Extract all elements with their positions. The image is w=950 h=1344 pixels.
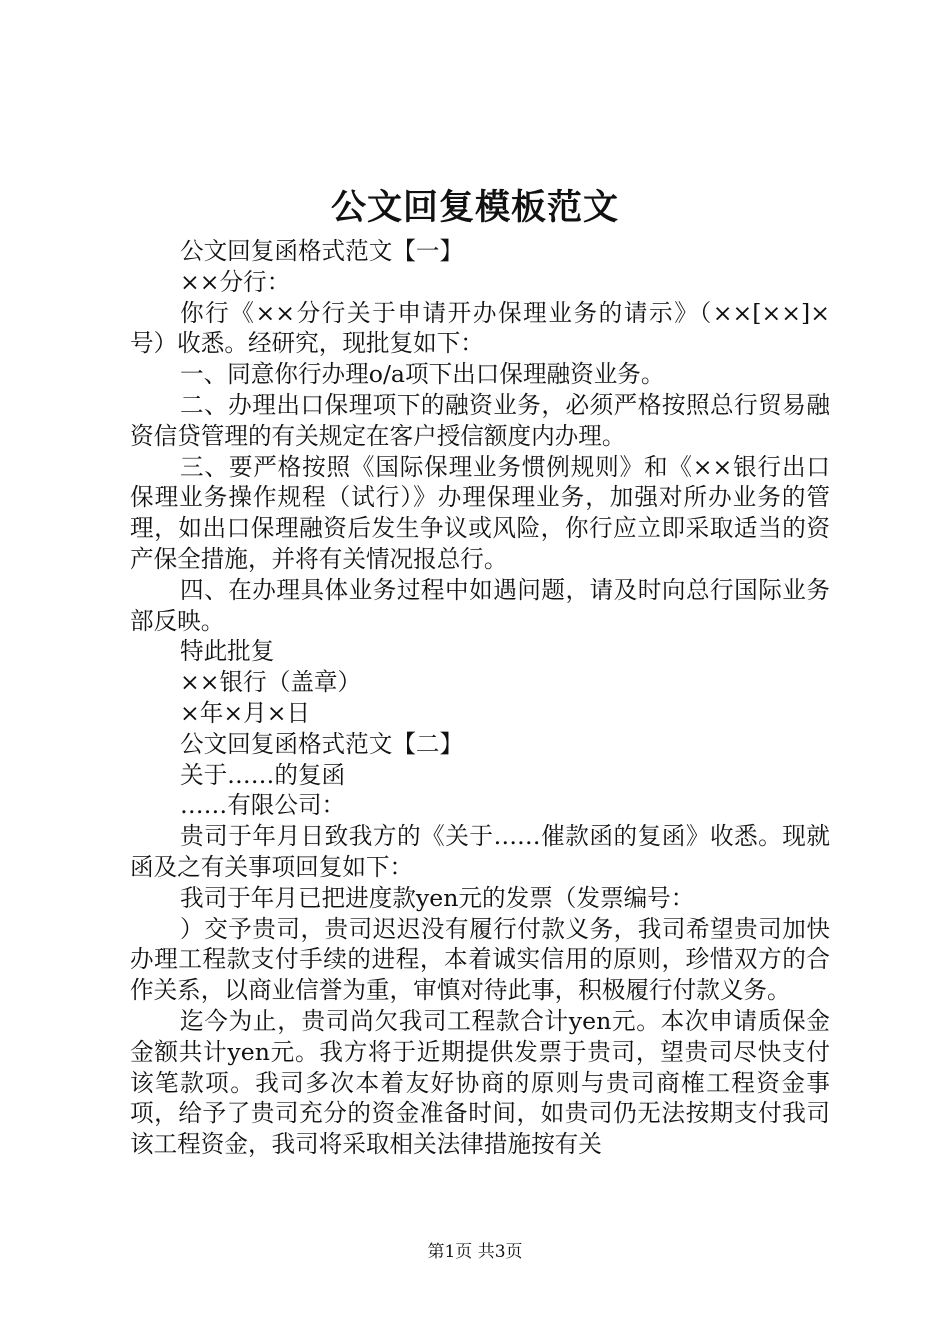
- body-paragraph: ）交予贵司，贵司迟迟没有履行付款义务，我司希望贵司加快办理工程款支付手续的进程，本着诚实信用的原则，珍惜双方的合作关系，以商业信誉为重，审慎对待此事，积极履行付款义务。: [130, 914, 830, 1005]
- body-paragraph: 我司于年月已把进度款yen元的发票（发票编号：: [180, 883, 695, 912]
- section-heading-1: 公文回复函格式范文【一】: [180, 237, 464, 265]
- body-paragraph: 迄今为止，贵司尚欠我司工程款合计yen元。本次申请质保金金额共计yen元。我方将于近期提供发票于贵司，望贵司尽快支付该笔款项。我司多次本着友好协商的原则与贵司商榷工程资金事项，给予了贵司充分的资金准备时间，如贵司仍无法按期支付我司该工程资金，我司将采取相关法律措施按有关: [130, 1006, 830, 1159]
- body-paragraph: 你行《××分行关于申请开办保理业务的请示》（××[××]×号）收悉。经研究，现批复如下：: [130, 298, 830, 358]
- body-paragraph: 二、办理出口保理项下的融资业务，必须严格按照总行贸易融资信贷管理的有关规定在客户授信额度内办理。: [130, 390, 830, 450]
- body-paragraph: 贵司于年月日致我方的《关于……催款函的复函》收悉。现就函及之有关事项回复如下：: [130, 822, 830, 881]
- date-line: ×年×月×日: [180, 698, 311, 727]
- addressee: ……有限公司：: [180, 791, 346, 820]
- signature: ××银行（盖章）: [180, 668, 362, 697]
- body-paragraph: 三、要严格按照《国际保理业务惯例规则》和《××银行出口保理业务操作规程（试行）》办理保理业务，加强对所办业务的管理，如出口保理融资后发生争议或风险，你行应立即采取适当的资产保全措施，并将有关情况报总行。: [130, 452, 830, 573]
- letter-subject: 关于……的复函: [180, 760, 346, 789]
- document-body: [130, 236, 830, 1160]
- body-paragraph: 一、同意你行办理o/a项下出口保理融资业务。: [180, 360, 665, 389]
- document-title: 公文回复模板范文: [330, 187, 619, 228]
- body-paragraph: 四、在办理具体业务过程中如遇问题，请及时向总行国际业务部反映。: [130, 575, 830, 635]
- page-footer: 第1页 共3页: [427, 1242, 523, 1262]
- closing-line: 特此批复: [180, 637, 275, 666]
- addressee: ××分行：: [180, 267, 291, 296]
- section-heading-2: 公文回复函格式范文【二】: [180, 729, 464, 758]
